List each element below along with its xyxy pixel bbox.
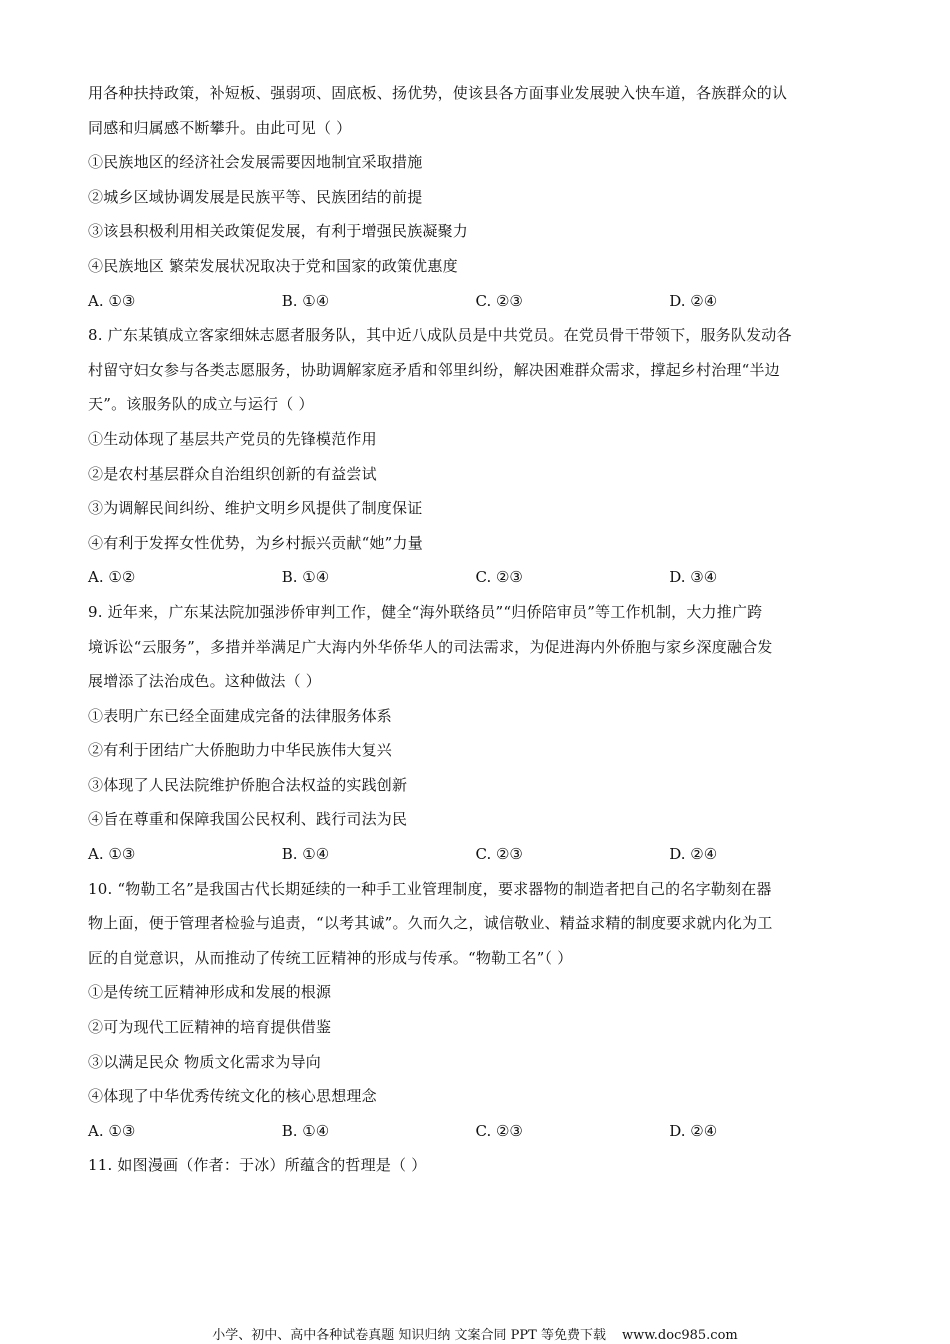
text-line: 用各种扶持政策，补短板、强弱项、固底板、扬优势，使该县各方面事业发展驶入快车道，各族群众的认 [88,84,788,102]
text-line: ③体现了人民法院维护侨胞合法权益的实践创新 [88,775,408,794]
text-line: ②城乡区域协调发展是民族平等、民族团结的前提 [88,187,423,206]
text-line: ③以满足民众 物质文化需求为导向 [88,1052,321,1071]
answer-option: B. ①④ [281,568,330,587]
answer-options [88,837,863,872]
text-line: 天”。该服务队的成立与运行（ ） [88,395,314,414]
text-line: ④体现了中华优秀传统文化的核心思想理念 [88,1087,377,1106]
text-line: 同感和归属感不断攀升。由此可见（ ） [88,118,352,137]
answer-options [88,560,863,595]
footer-site-link[interactable]: www.doc985.com [621,1328,738,1343]
text-line: 9. 近年来，广东某法院加强涉侨审判工作，健全“海外联络员”“归侨陪审员”等工作机制，大力推广跨 [88,602,763,621]
text-line: ②有利于团结广大侨胞助力中华民族伟大复兴 [88,741,393,760]
page-footer [0,1324,950,1343]
answer-option: C. ②③ [475,1121,523,1140]
answer-option: D. ②④ [669,291,718,310]
text-line: ②是农村基层群众自治组织创新的有益尝试 [88,464,377,483]
answer-option: D. ②④ [669,845,718,864]
answer-options [88,1114,863,1149]
text-line: ①表明广东已经全面建成完备的法律服务体系 [88,706,393,725]
text-line: 境诉讼“云服务”，多措并举满足广大海内外华侨华人的司法需求，为促进海内外侨胞与家乡深度融合发 [88,637,773,656]
text-line: 村留守妇女参与各类志愿服务，协助调解家庭矛盾和邻里纠纷，解决困难群众需求，撑起乡村治理“半边 [88,360,780,379]
text-line: ②可为现代工匠精神的培育提供借鉴 [88,1018,332,1037]
text-line: 展增添了法治成色。这种做法（ ） [88,672,321,691]
answer-option: C. ②③ [475,291,523,310]
text-line: ①生动体现了基层共产党员的先锋模范作用 [88,429,377,448]
answer-option: A. ①② [88,568,136,587]
answer-option: A. ①③ [88,1121,136,1140]
text-line: ④旨在尊重和保障我国公民权利、践行司法为民 [88,810,408,829]
text-line: 匠的自觉意识，从而推动了传统工匠精神的形成与传承。“物勒工名”（ ） [88,948,573,967]
answer-option: B. ①④ [281,1121,330,1140]
text-line: 11. 如图漫画（作者：于冰）所蕴含的哲理是（ ） [88,1156,427,1175]
answer-option: B. ①④ [281,845,330,864]
answer-option: C. ②③ [475,568,523,587]
text-line: 8. 广东某镇成立客家细妹志愿者服务队，其中近八成队员是中共党员。在党员骨干带领下，服务队发动各 [88,326,792,345]
answer-option: C. ②③ [475,845,523,864]
answer-option: A. ①③ [88,845,136,864]
answer-option: B. ①④ [281,291,330,310]
answer-option: D. ③④ [669,568,718,587]
footer-text: 小学、初中、高中各种试卷真题 知识归纳 文案合同 PPT 等免费下载 [212,1328,606,1343]
text-line: ④有利于发挥女性优势，为乡村振兴贡献“她”力量 [88,533,423,552]
text-line: 物上面，便于管理者检验与追责，“以考其诚”。久而久之，诚信敬业、精益求精的制度要求就内化为工 [88,914,773,933]
text-line: ①民族地区的经济社会发展需要因地制宜采取措施 [88,153,423,172]
answer-option: A. ①③ [88,291,136,310]
text-line: ①是传统工匠精神形成和发展的根源 [88,983,332,1002]
text-line: ③该县积极利用相关政策促发展，有利于增强民族凝聚力 [88,222,469,241]
answer-options [88,284,863,319]
text-line: ④民族地区 繁荣发展状况取决于党和国家的政策优惠度 [88,256,458,275]
text-line: ③为调解民间纠纷、维护文明乡风提供了制度保证 [88,499,423,518]
answer-option: D. ②④ [669,1121,718,1140]
question-content [88,76,863,1183]
text-line: 10. “物勒工名”是我国古代长期延续的一种手工业管理制度，要求器物的制造者把自己的名字勒刻在器 [88,879,772,898]
